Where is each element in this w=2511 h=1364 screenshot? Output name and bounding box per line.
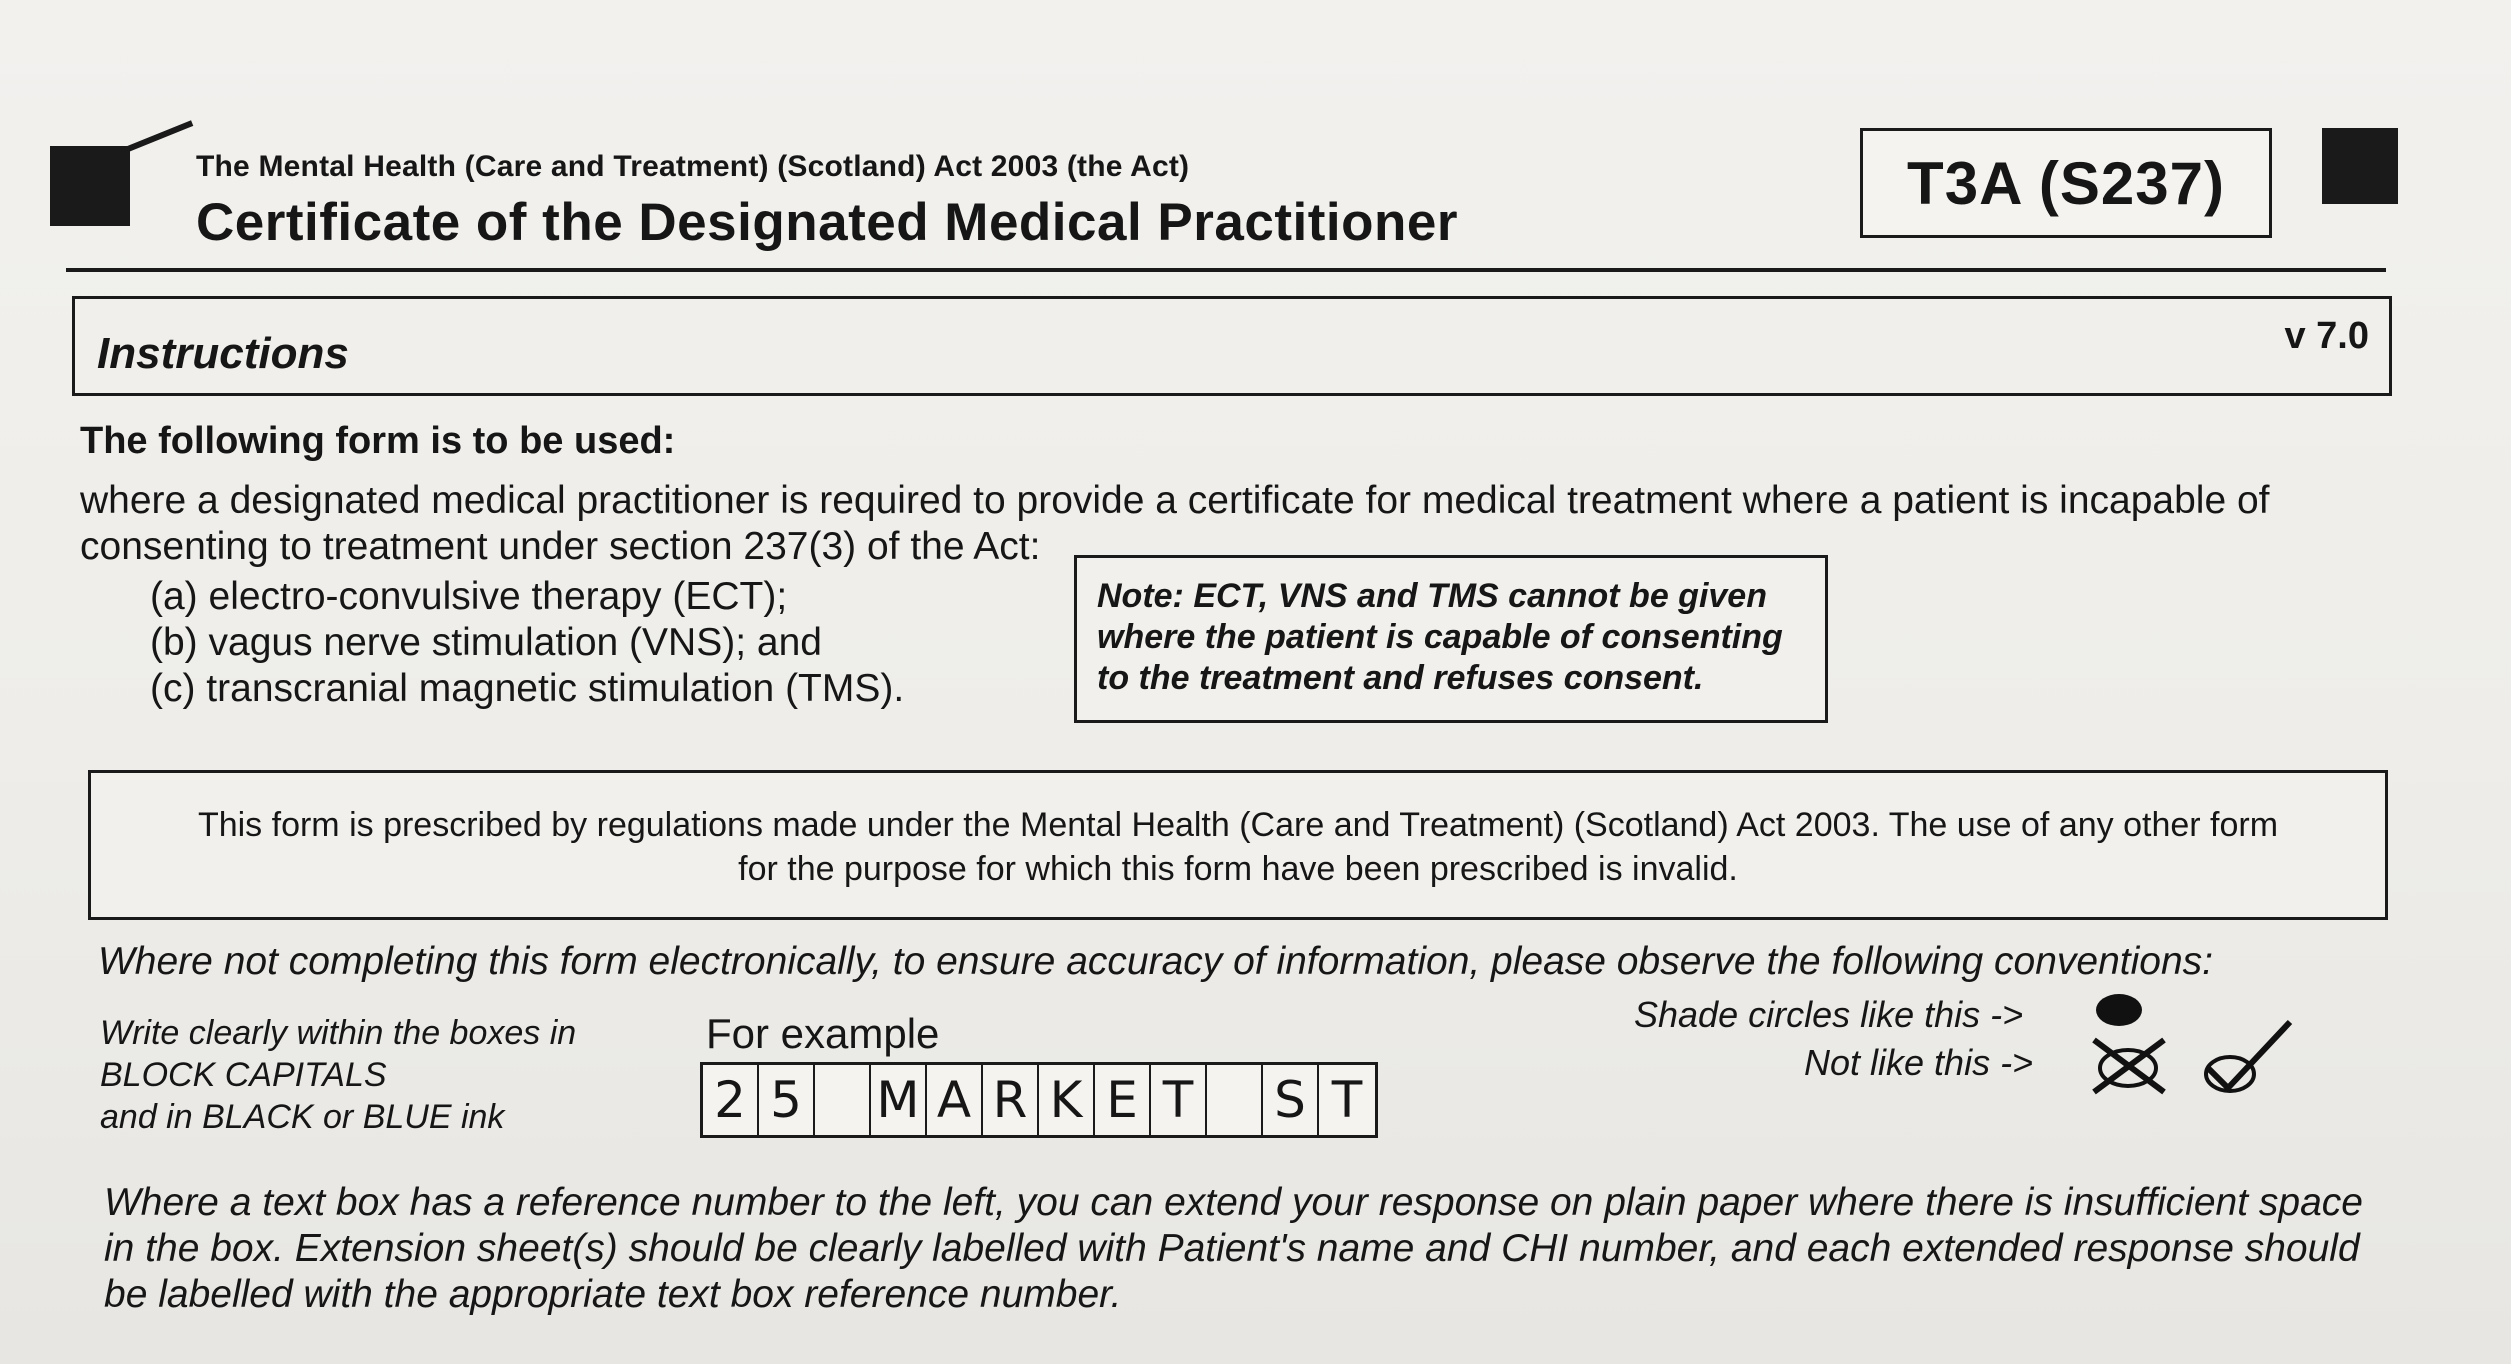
example-char-box: T [1151, 1065, 1207, 1135]
example-char-box: R [983, 1065, 1039, 1135]
example-char-box: A [927, 1065, 983, 1135]
header-divider [66, 268, 2386, 272]
regulation-line: This form is prescribed by regulations made under the Mental Health (Care and Treatment) (Scotland) Act 2003. The use of any other form [197, 806, 2279, 844]
example-char-box: 5 [759, 1065, 815, 1135]
registration-mark-right [2322, 128, 2398, 204]
example-char-box: 2 [703, 1065, 759, 1135]
example-char-box: M [871, 1065, 927, 1135]
usage-body: where a designated medical practitioner is required to provide a certificate for medical treatment where a patient is incapable of consenting to treatment under section 237(3) of the Act: [80, 479, 2270, 568]
instruction-line: Write clearly within the boxes in [100, 1014, 577, 1052]
certificate-title: Certificate of the Designated Medical Practitioner [196, 193, 1458, 252]
example-char-box: K [1039, 1065, 1095, 1135]
instruction-line: BLOCK CAPITALS [100, 1056, 387, 1094]
instructions-label: Instructions [97, 329, 349, 378]
example-char-box [815, 1065, 871, 1135]
treatment-list [150, 574, 904, 712]
example-char-box: E [1095, 1065, 1151, 1135]
list-item: (b) vagus nerve stimulation (VNS); and [150, 621, 822, 664]
ticked-circle-icon [2200, 1018, 2296, 1098]
instruction-line: and in BLACK or BLUE ink [100, 1098, 505, 1136]
example-char-box: T [1331, 1071, 1363, 1129]
version-label: v 7.0 [2284, 315, 2369, 357]
crossed-circle-icon [2088, 1036, 2170, 1096]
list-item: (c) transcranial magnetic stimulation (TMS). [150, 667, 905, 710]
form-code-box: T3A (S237) [1860, 128, 2272, 238]
regulation-notice-box [88, 770, 2388, 920]
example-char-box: S [1263, 1065, 1319, 1135]
example-character-boxes [700, 1062, 1378, 1138]
shade-circles-label: Shade circles like this -> [1634, 994, 2024, 1035]
act-reference: The Mental Health (Care and Treatment) (Scotland) Act 2003 (the Act) [196, 150, 1190, 183]
consent-note-box: Note: ECT, VNS and TMS cannot be given where the patient is capable of consenting to the treatment and refuses consent. [1074, 555, 1828, 723]
instructions-bar [72, 296, 2392, 396]
conventions-intro: Where not completing this form electronically, to ensure accuracy of information, please observe the following conventions: [98, 940, 2214, 983]
filled-circle-icon [2096, 994, 2142, 1026]
example-char-box [1207, 1065, 1263, 1135]
not-like-label: Not like this -> [1804, 1042, 2034, 1083]
regulation-line: for the purpose for which this form have been prescribed is invalid. [738, 850, 1738, 888]
registration-mark-stroke [117, 120, 193, 156]
write-clearly-instructions [100, 1012, 576, 1138]
registration-mark-left [50, 146, 130, 226]
example-label: For example [706, 1010, 940, 1057]
extension-sheet-note: Where a text box has a reference number to the left, you can extend your response on plain paper where there is insufficient space in the box. Extension sheet(s) should be clearly labelled with Patient's name and CHI number, and each extended response should be labelled with the appropriate text box reference number. [104, 1181, 2363, 1316]
usage-heading: The following form is to be used: [80, 420, 676, 462]
list-item: (a) electro-convulsive therapy (ECT); [150, 575, 788, 618]
